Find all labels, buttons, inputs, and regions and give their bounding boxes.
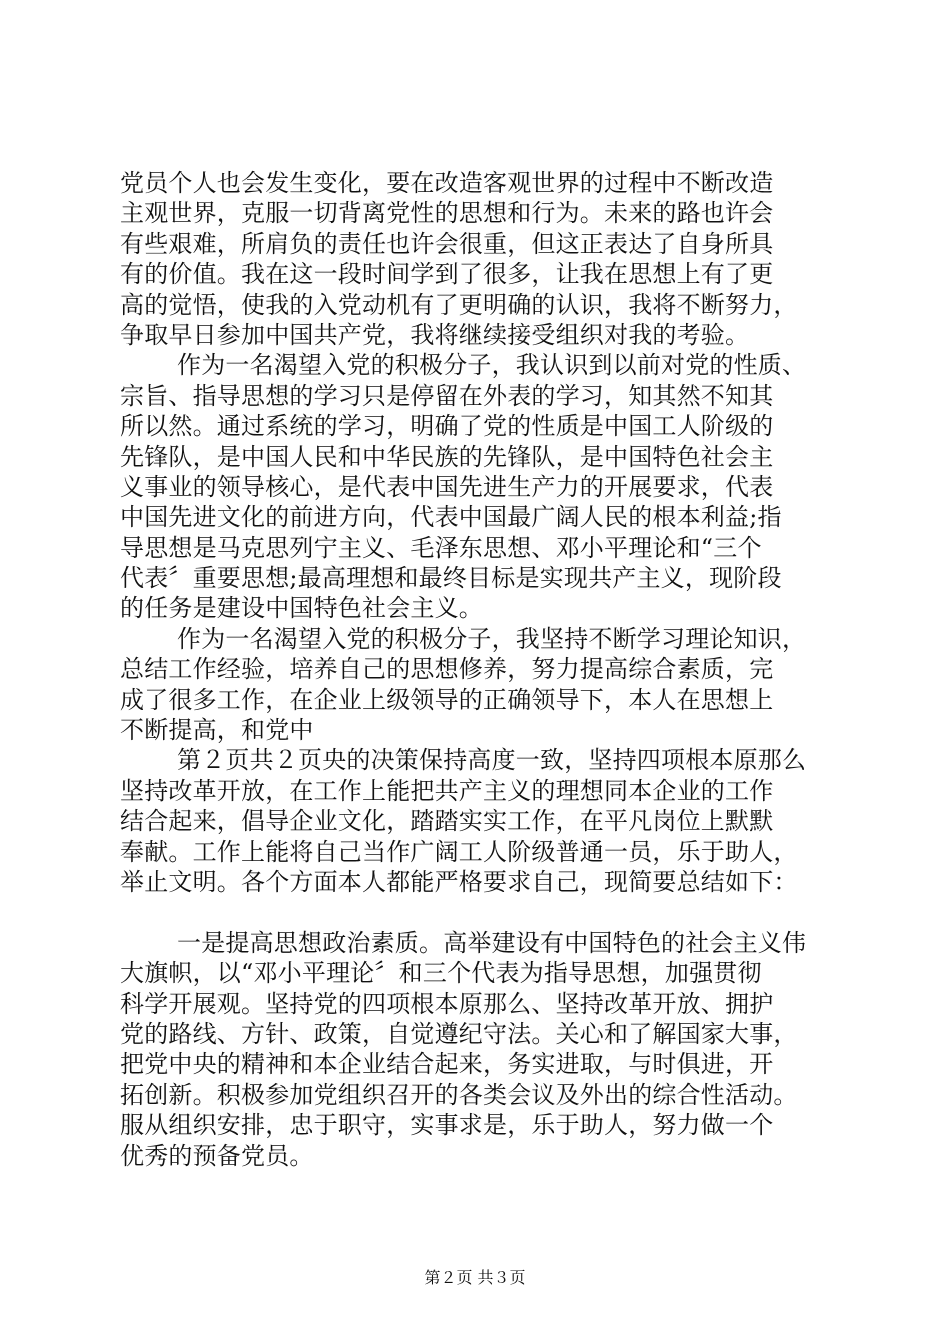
text-line: 代表〞重要思想;最高理想和最终目标是实现共产主义，现阶段	[120, 564, 782, 593]
text-line: 先锋队，是中国人民和中华民族的先锋队，是中国特色社会主	[120, 442, 774, 471]
text-line: 党的路线、方针、政策，自觉遵纪守法。关心和了解国家大事，	[120, 1019, 798, 1048]
text-line: 拓创新。积极参加党组织召开的各类会议及外出的综合性活动。	[120, 1080, 798, 1109]
text-line: 作为一名渴望入党的积极分子，我认识到以前对党的性质、	[177, 351, 807, 380]
text-line: 争取早日参加中国共产党，我将继续接受组织对我的考验。	[120, 320, 750, 349]
text-line: 宗旨、指导思想的学习只是停留在外表的学习，知其然不知其	[120, 381, 774, 410]
text-line: 主观世界，克服一切背离党性的思想和行为。未来的路也许会	[120, 199, 774, 228]
text-line: 总结工作经验，培养自己的思想修养，努力提高综合素质，完	[120, 655, 774, 684]
text-line: 举止文明。各个方面本人都能严格要求自己，现简要总结如下：	[120, 867, 798, 896]
text-line: 结合起来，倡导企业文化，踏踏实实工作，在平凡岗位上默默	[120, 807, 774, 836]
document-body	[120, 168, 840, 1171]
text-line: 坚持改革开放，在工作上能把共产主义的理想同本企业的工作	[120, 776, 774, 805]
text-line: 中国先进文化的前进方向，代表中国最广阔人民的根本利益;指	[120, 503, 782, 532]
text-line: 奉献。工作上能将自己当作广阔工人阶级普通一员，乐于助人，	[120, 837, 798, 866]
text-line: 大旗帜，以“邓小平理论〞和三个代表为指导思想，加强贯彻	[120, 959, 762, 988]
text-line: 义事业的领导核心，是代表中国先进生产力的开展要求，代表	[120, 472, 774, 501]
text-line: 所以然。通过系统的学习，明确了党的性质是中国工人阶级的	[120, 412, 774, 441]
text-line: 党员个人也会发生变化，要在改造客观世界的过程中不断改造	[120, 169, 774, 197]
text-line: 作为一名渴望入党的积极分子，我坚持不断学习理论知识，	[177, 624, 807, 653]
text-line: 把党中央的精神和本企业结合起来，务实进取，与时俱进，开	[120, 1050, 774, 1079]
text-line: 优秀的预备党员。	[120, 1141, 314, 1170]
text-line: 科学开展观。坚持党的四项根本原那么、坚持改革开放、拥护	[120, 989, 774, 1018]
text-line: 的任务是建设中国特色社会主义。	[120, 594, 483, 623]
text-line: 有的价值。我在这一段时间学到了很多，让我在思想上有了更	[120, 260, 774, 289]
text-line: 导思想是马克思列宁主义、毛泽东思想、邓小平理论和“三个	[120, 533, 762, 562]
text-line: 有些艰难，所肩负的责任也许会很重，但这正表达了自身所具	[120, 229, 774, 258]
page-footer	[0, 1268, 950, 1288]
text-line: 高的觉悟，使我的入党动机有了更明确的认识，我将不断努力，	[120, 290, 798, 319]
page-number-label: 第２页 共３页	[424, 1268, 526, 1287]
text-line: 一是提高思想政治素质。高举建设有中国特色的社会主义伟	[177, 928, 807, 957]
text-line: 不断提高，和党中	[120, 716, 314, 745]
text-line: 成了很多工作，在企业上级领导的正确领导下，本人在思想上	[120, 685, 774, 714]
text-line: 第２页共２页央的决策保持高度一致，坚持四项根本原那么	[177, 746, 807, 775]
text-line: 服从组织安排，忠于职守，实事求是，乐于助人，努力做一个	[120, 1111, 774, 1140]
blank-line	[120, 897, 840, 927]
